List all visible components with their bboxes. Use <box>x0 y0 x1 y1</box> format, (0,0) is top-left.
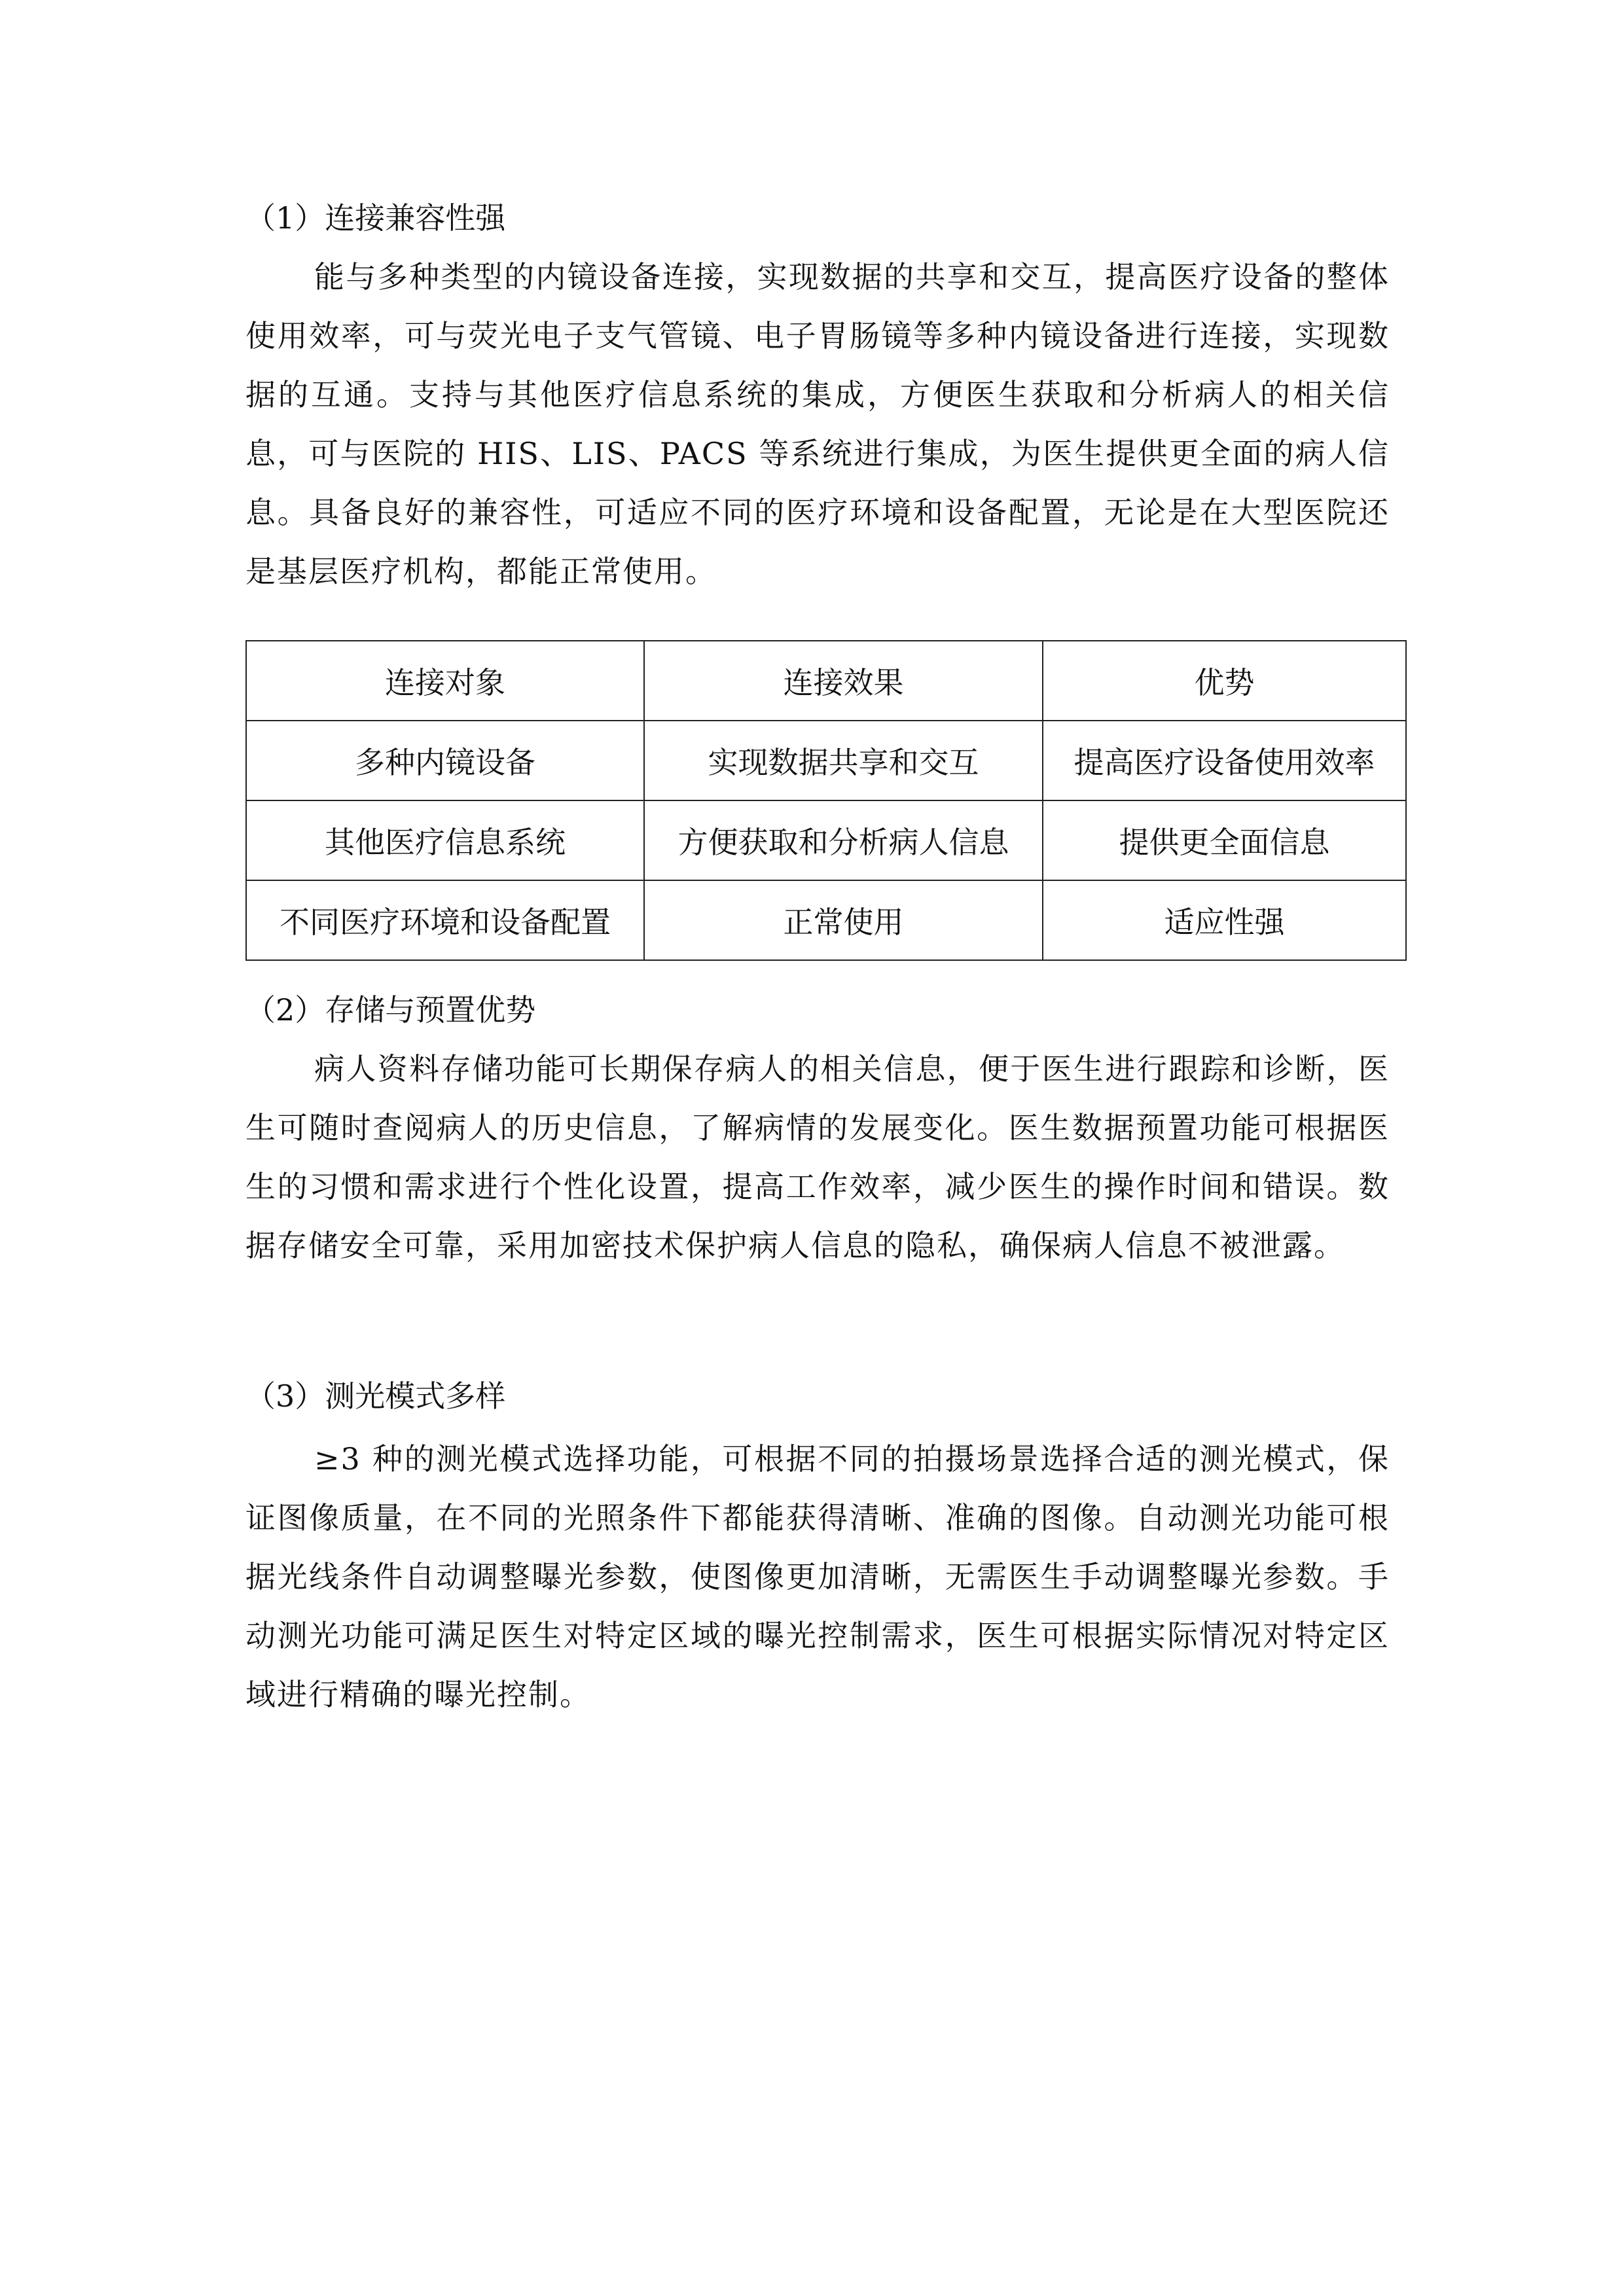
connection-table <box>245 640 1407 961</box>
section1-paragraph: 能与多种类型的内镜设备连接，实现数据的共享和交互，提高医疗设备的整体使用效率，可与荧光电子支气管镜、电子胃肠镜等多种内镜设备进行连接，实现数据的互通。支持与其他医疗信息系统的集成，方便医生获取和分析病人的相关信息，可与医院的 HIS、LIS、PACS 等系统进行集成，为医生提供更全面的病人信息。具备良好的兼容性，可适应不同的医疗环境和设备配置，无论是在大型医院还是基层医疗机构，都能正常使用。 <box>245 259 1390 589</box>
table-header-cell: 连接效果 <box>644 641 1043 721</box>
table-header-cell: 优势 <box>1043 641 1406 721</box>
table-cell: 提高医疗设备使用效率 <box>1043 721 1406 800</box>
table-row <box>246 800 1406 880</box>
table-cell: 多种内镜设备 <box>246 721 644 800</box>
section1-heading: （1）连接兼容性强 <box>245 200 506 236</box>
table-cell: 其他医疗信息系统 <box>246 800 644 880</box>
table-cell: 不同医疗环境和设备配置 <box>246 880 644 960</box>
section3-heading: （3）测光模式多样 <box>245 1378 506 1414</box>
section3-paragraph: ≥3 种的测光模式选择功能，可根据不同的拍摄场景选择合适的测光模式，保证图像质量，在不同的光照条件下都能获得清晰、准确的图像。自动测光功能可根据光线条件自动调整曝光参数，使图像更加清晰，无需医生手动调整曝光参数。手动测光功能可满足医生对特定区域的曝光控制需求，医生可根据实际情况对特定区域进行精确的曝光控制。 <box>245 1441 1390 1712</box>
table-cell: 适应性强 <box>1043 880 1406 960</box>
table-header-row <box>246 641 1406 721</box>
section2-paragraph: 病人资料存储功能可长期保存病人的相关信息，便于医生进行跟踪和诊断，医生可随时查阅病人的历史信息，了解病情的发展变化。医生数据预置功能可根据医生的习惯和需求进行个性化设置，提高工作效率，减少医生的操作时间和错误。数据存储安全可靠，采用加密技术保护病人信息的隐私，确保病人信息不被泄露。 <box>245 1051 1390 1263</box>
table-row <box>246 721 1406 800</box>
table-row <box>246 880 1406 960</box>
table-cell: 实现数据共享和交互 <box>644 721 1043 800</box>
table-cell: 方便获取和分析病人信息 <box>644 800 1043 880</box>
table-cell: 正常使用 <box>644 880 1043 960</box>
section2-heading: （2）存储与预置优势 <box>245 992 536 1028</box>
table-header-cell: 连接对象 <box>246 641 644 721</box>
table-cell: 提供更全面信息 <box>1043 800 1406 880</box>
